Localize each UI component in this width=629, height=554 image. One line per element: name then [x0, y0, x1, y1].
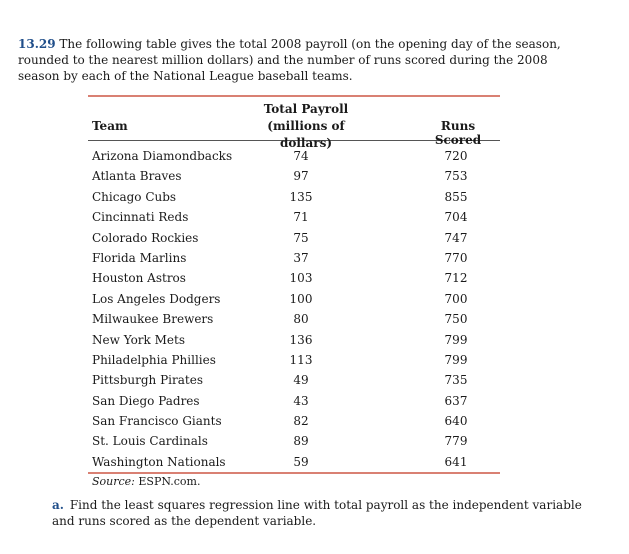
runs-cell: 799 [444, 332, 468, 347]
table-header [88, 97, 500, 150]
table-row [88, 166, 500, 186]
table-row [88, 268, 500, 288]
runs-cell: 700 [444, 291, 468, 306]
runs-cell: 747 [444, 230, 468, 245]
runs-cell: 855 [444, 189, 468, 204]
team-cell: Milwaukee Brewers [92, 312, 214, 327]
runs-cell: 779 [444, 434, 468, 449]
problem-number: 13.29 [18, 37, 56, 51]
runs-cell: 750 [444, 312, 468, 327]
table-row [88, 289, 500, 309]
runs-cell: 753 [444, 169, 468, 184]
table-row [88, 146, 500, 166]
team-cell: San Diego Padres [92, 393, 200, 408]
header-payroll-line2: (millions of dollars) [267, 119, 345, 150]
payroll-runs-table [88, 95, 500, 490]
runs-cell: 720 [444, 149, 468, 163]
problem-text: The following table gives the total 2008 payroll (on the opening day of the season, rounded to the nearest million dollars) and the number of runs scored during the 2008 season by each of the National League baseball teams. [18, 37, 561, 83]
team-cell: San Francisco Giants [92, 414, 222, 429]
runs-cell: 640 [444, 414, 468, 429]
runs-cell: 799 [444, 352, 468, 367]
runs-cell: 735 [444, 373, 468, 388]
payroll-cell: 43 [293, 393, 309, 408]
payroll-cell: 37 [293, 250, 309, 265]
table-row [88, 207, 500, 227]
team-cell: Arizona Diamondbacks [92, 149, 233, 163]
team-cell: St. Louis Cardinals [92, 434, 208, 449]
payroll-cell: 75 [293, 230, 309, 245]
team-cell: Pittsburgh Pirates [92, 373, 203, 388]
payroll-cell: 71 [293, 210, 309, 225]
payroll-cell: 113 [289, 352, 313, 367]
question-text: Find the least squares regression line with total payroll as the independent variable and runs scored as the dependent variable. [52, 498, 582, 528]
payroll-cell: 89 [293, 434, 309, 449]
table-row [88, 431, 500, 451]
payroll-cell: 103 [289, 271, 313, 286]
payroll-cell: 136 [289, 332, 313, 347]
team-cell: Colorado Rockies [92, 230, 199, 245]
team-cell: Florida Marlins [92, 250, 187, 265]
team-cell: Philadelphia Phillies [92, 352, 216, 367]
payroll-cell: 49 [293, 373, 309, 388]
table-row [88, 228, 500, 248]
source-label: Source: [92, 475, 135, 489]
team-cell: Houston Astros [92, 271, 186, 286]
payroll-cell: 82 [293, 414, 309, 429]
payroll-cell: 59 [293, 454, 309, 469]
table-row [88, 411, 500, 431]
table-row [88, 370, 500, 390]
table-row [88, 391, 500, 411]
team-cell: Washington Nationals [92, 454, 226, 469]
header-payroll-line1: Total Payroll [263, 102, 349, 116]
runs-cell: 704 [444, 210, 468, 225]
table-body [88, 141, 500, 472]
team-cell: Cincinnati Reds [92, 210, 189, 225]
problem-statement [18, 36, 578, 84]
header-runs: Runs Scored [434, 119, 482, 147]
payroll-cell: 80 [293, 312, 309, 327]
team-cell: Los Angeles Dodgers [92, 291, 221, 306]
table-row [88, 309, 500, 329]
team-cell: New York Mets [92, 332, 185, 347]
source-value: ESPN.com. [138, 475, 201, 489]
payroll-cell: 97 [293, 169, 309, 184]
table-row [88, 330, 500, 350]
table-row [88, 248, 500, 268]
payroll-cell: 74 [293, 149, 309, 163]
runs-cell: 641 [444, 454, 468, 469]
header-team: Team [92, 119, 128, 133]
table-source [88, 474, 500, 490]
table-row [88, 350, 500, 370]
table-row [88, 452, 500, 472]
runs-cell: 712 [444, 271, 468, 286]
runs-cell: 637 [444, 393, 468, 408]
header-payroll [246, 101, 366, 152]
runs-cell: 770 [444, 250, 468, 265]
team-cell: Atlanta Braves [92, 169, 182, 184]
payroll-cell: 135 [289, 189, 313, 204]
question-a [52, 497, 582, 529]
team-cell: Chicago Cubs [92, 189, 177, 204]
table-row [88, 187, 500, 207]
payroll-cell: 100 [289, 291, 313, 306]
question-label: a. [52, 498, 64, 512]
